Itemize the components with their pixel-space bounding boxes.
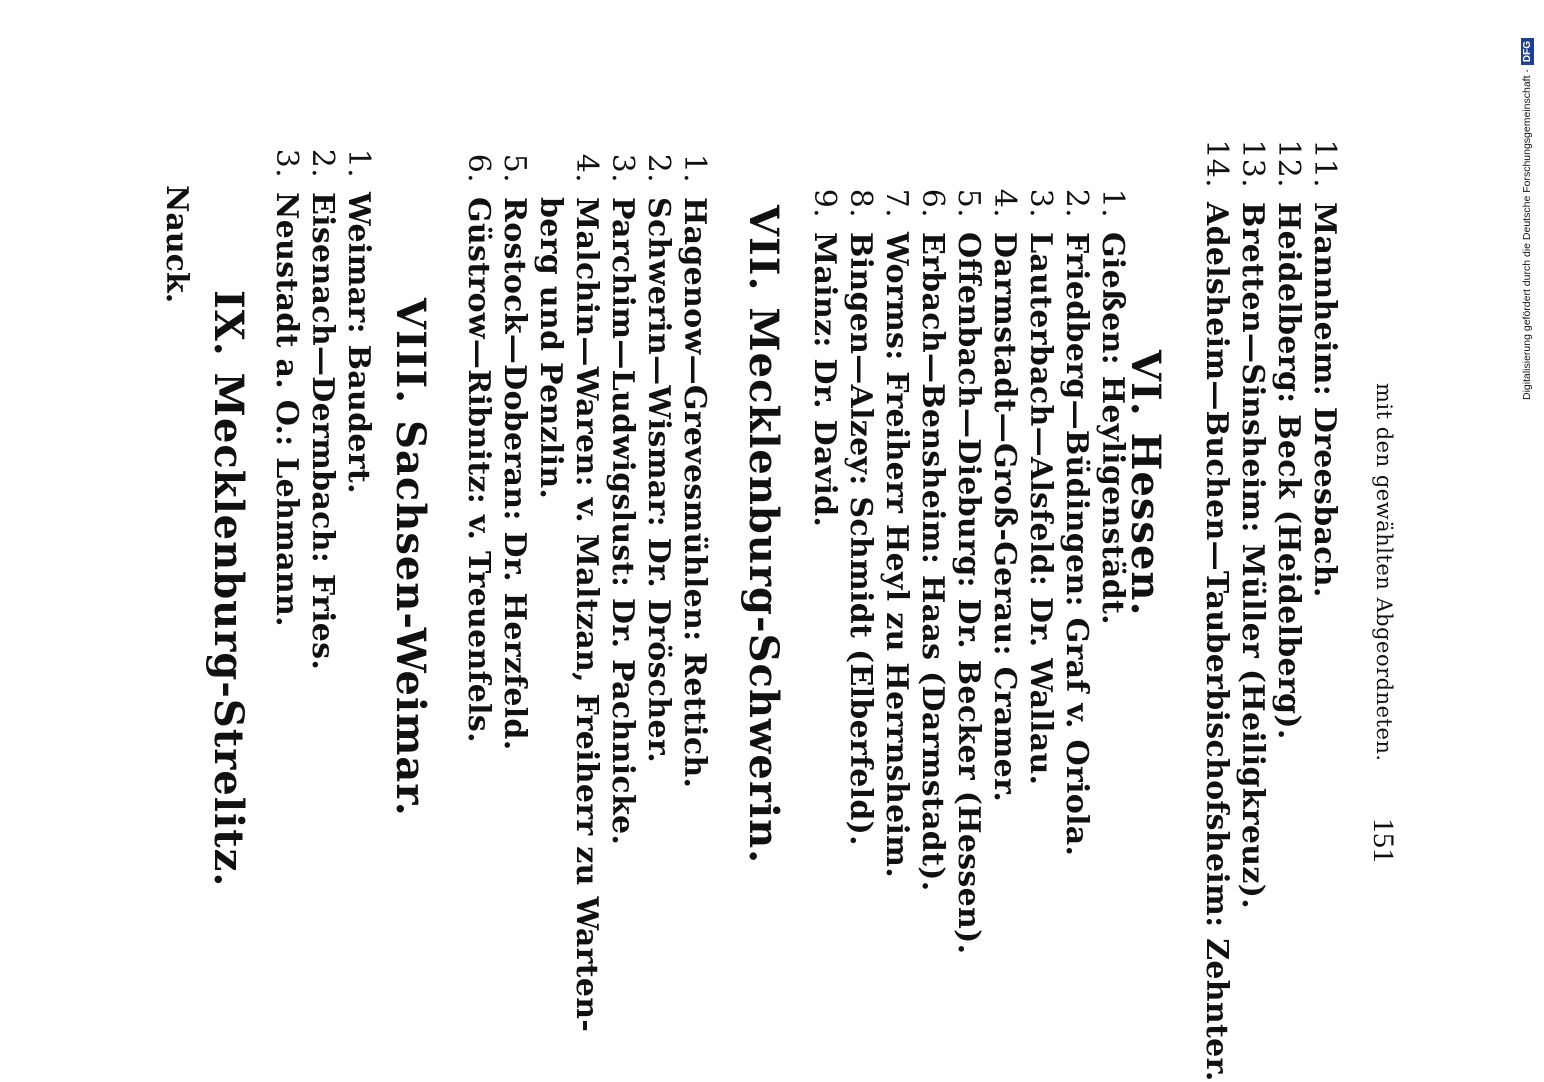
item-text: Mannheim: Dreesbach. <box>1307 202 1342 598</box>
item-number: 6. <box>915 188 950 218</box>
item-number: 3. <box>1023 188 1058 218</box>
dfg-logo: DFG <box>1521 38 1534 65</box>
list-item <box>1058 160 1094 954</box>
section-number: VII. <box>740 205 787 292</box>
section-list-hessen <box>806 160 1130 954</box>
item-text: Parchim—Ludwigslust: Dr. Pachnicke. <box>605 197 640 846</box>
item-text: Hagenow—Grevesmühlen: Rettich. <box>677 197 712 789</box>
list-item <box>676 125 712 1032</box>
item-text: Darmstadt—Groß-Gerau: Cramer. <box>987 232 1022 803</box>
section-title: Hessen. <box>1122 432 1169 617</box>
section-number: VI. <box>1122 350 1169 417</box>
item-text: Erbach—Bensheim: Haas (Darmstadt). <box>915 232 950 892</box>
item-number: 6. <box>461 153 496 183</box>
item-text: Heidelberg: Beck (Heidelberg). <box>1271 202 1306 740</box>
item-text: Mainz: Dr. David. <box>807 232 842 528</box>
list-item <box>1022 160 1058 954</box>
item-number: 3. <box>269 148 304 178</box>
item-text: Rostock—Doberan: Dr. Herzfeld. <box>497 197 532 751</box>
item-number: 4. <box>987 188 1022 218</box>
item-number: 14. <box>1199 139 1234 188</box>
item-text: Worms: Freiherr Heyl zu Herrnsheim. <box>879 232 914 878</box>
item-number: 11. <box>1307 139 1342 188</box>
item-text: Lauterbach—Alsfeld: Dr. Wallau. <box>1023 232 1058 786</box>
item-text: Adelsheim—Buchen—Tauberbischofsheim: Zehnter. <box>1199 202 1234 1082</box>
item-text: Bingen—Alzey: Schmidt (Elberfeld). <box>843 232 878 846</box>
list-item <box>1234 130 1270 1082</box>
list-item <box>878 160 914 954</box>
list-item <box>340 120 376 670</box>
item-number: 3. <box>605 153 640 183</box>
list-item <box>806 160 842 954</box>
list-item <box>1094 160 1130 954</box>
section-heading-mecklenburg-strelitz <box>205 290 252 887</box>
section-list-mecklenburg-schwerin <box>460 125 712 1032</box>
item-text: Weimar: Baudert. <box>341 192 376 494</box>
watermark-text: Digitalisierung gefördert durch die Deutsche Forschungsgemeinschaft - <box>1521 69 1533 400</box>
item-number: 2. <box>1059 188 1094 218</box>
item-text: Offenbach—Dieburg: Dr. Becker (Hessen). <box>951 232 986 955</box>
item-text: Friedberg—Büdingen: Graf v. Oriola. <box>1059 232 1094 857</box>
item-text: Güstrow—Ribnitz: v. Treuenfels. <box>461 197 496 743</box>
section-number: IX. <box>205 290 252 357</box>
item-number: 5. <box>497 153 532 183</box>
section-title: Mecklenburg-Schwerin. <box>740 307 787 865</box>
item-number: 13. <box>1235 139 1270 188</box>
running-header: mit den gewählten Abgeordneten. <box>1372 383 1396 762</box>
list-item <box>950 160 986 954</box>
item-text: Neustadt a. O.: Lehmann. <box>269 192 304 627</box>
section-list-sachsen-weimar <box>268 120 376 670</box>
item-text: Gießen: Heyligenstädt. <box>1095 232 1130 625</box>
list-item <box>842 160 878 954</box>
section-number: VIII. <box>387 298 434 405</box>
continuation-list <box>1198 130 1342 1082</box>
list-item <box>568 125 604 1032</box>
list-item <box>268 120 304 670</box>
item-number: 7. <box>879 188 914 218</box>
list-item <box>640 125 676 1032</box>
item-number: 9. <box>807 188 842 218</box>
item-number: 5. <box>951 188 986 218</box>
item-text: Bretten—Sinsheim: Müller (Heiligkreuz). <box>1235 202 1270 909</box>
section-body-mecklenburg-strelitz: Nauck. <box>159 185 194 304</box>
item-number: 8. <box>843 188 878 218</box>
item-text: Malchin—Waren: v. Maltzan, Freiherr zu Warten- <box>569 197 604 1033</box>
list-item <box>604 125 640 1032</box>
section-title: Mecklenburg-Strelitz. <box>205 372 252 888</box>
section-heading-sachsen-weimar <box>387 298 434 817</box>
list-item <box>1270 130 1306 1082</box>
page-number: 151 <box>1367 818 1400 863</box>
item-number: 2. <box>641 153 676 183</box>
item-text: Schwerin—Wismar: Dr. Dröscher. <box>641 197 676 763</box>
list-item <box>914 160 950 954</box>
item-number: 1. <box>1095 188 1130 218</box>
list-item <box>986 160 1022 954</box>
list-item <box>1198 130 1234 1082</box>
section-heading-mecklenburg-schwerin <box>740 205 787 864</box>
list-item <box>304 120 340 670</box>
dfg-watermark <box>1515 8 1539 400</box>
item-number: 12. <box>1271 139 1306 188</box>
section-title: Sachsen-Weimar. <box>387 420 434 817</box>
list-item <box>496 125 532 1032</box>
item-number: 1. <box>677 153 712 183</box>
list-item-continuation: berg und Penzlin. <box>533 197 568 500</box>
list-item <box>460 125 496 1032</box>
item-text: Eisenach—Dermbach: Fries. <box>305 192 340 671</box>
item-number: 2. <box>305 148 340 178</box>
item-number: 4. <box>569 153 604 183</box>
list-item <box>1306 130 1342 1082</box>
item-number: 1. <box>341 148 376 178</box>
